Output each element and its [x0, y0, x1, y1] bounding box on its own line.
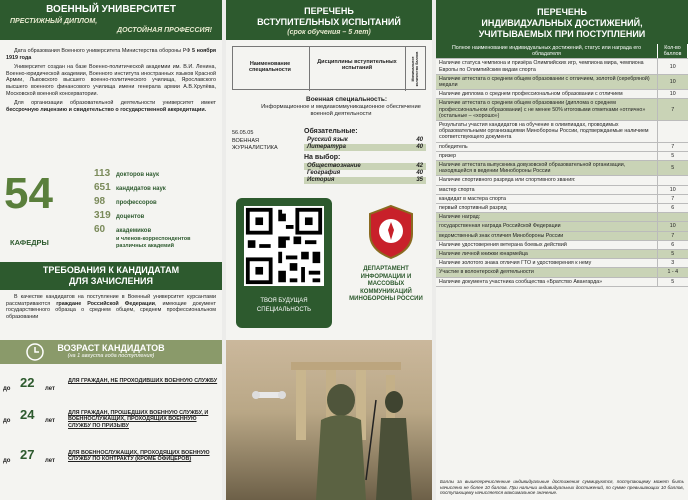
stat-number: 98 — [94, 196, 106, 207]
achievement-points: 5 — [658, 151, 688, 160]
exams-subtitle: (срок обучения – 5 лет) — [287, 29, 371, 36]
achievement-points: 7 — [658, 231, 688, 240]
achievement-name: Наличие диплома о среднем профессиональном образовании с отличием — [436, 90, 658, 99]
subject-row — [304, 163, 426, 170]
achievement-name: кандидат в мастера спорта — [436, 194, 658, 203]
license-bold: бессрочную лицензию и свидетельство о государственной аккредитации. — [6, 106, 207, 113]
achievements-note: Баллы за вышеперечисленные индивидуальные достижения суммируются, поступающему может быть начислено не более 10 баллов. При наличии индивидуальных достижений, по сумме превышающих 10 баллов, поступающему начисляется максимальное значение. — [440, 479, 684, 496]
table-row — [436, 99, 688, 121]
clock-icon — [26, 343, 44, 361]
achievement-name: Результаты участия кандидатов на обучение в олимпиадах, проводимых образовательными организациями Минобороны России, подтверждаемые наличием соответствующего документа — [436, 121, 658, 143]
slogan-line-1: ПРЕСТИЖНЫЙ ДИПЛОМ, — [10, 18, 98, 25]
qr-caption-2: СПЕЦИАЛЬНОСТЬ — [256, 307, 312, 313]
age-description: ДЛЯ ГРАЖДАН, ПРОШЕДШИХ ВОЕННУЮ СЛУЖБУ, И ВОЕННОСЛУЖАЩИХ, ПРОХОДЯЩИХ ВОЕННУЮ СЛУЖБУ ПО ПРИЗЫВУ — [68, 410, 209, 429]
stat-professors — [94, 198, 157, 207]
mandatory-list — [304, 137, 426, 151]
age-number: 22 — [20, 375, 35, 390]
achievement-points: 1 - 4 — [658, 268, 688, 277]
achievement-points: 5 — [658, 161, 688, 176]
header-min-score: Минимальное количество баллов — [411, 51, 419, 87]
achievement-name: Наличие личной книжки юнармейца — [436, 250, 658, 259]
achievement-name: Наличие спортивного разряда или спортивного звания: — [436, 176, 658, 185]
achievement-points: 7 — [658, 99, 688, 121]
department-name: ДЕПАРТАМЕНТ ИНФОРМАЦИИ И МАССОВЫХ КОММУНИКАЦИЙ МИНОБОРОНЫ РОССИИ — [349, 266, 423, 302]
achievement-points: 10 — [658, 185, 688, 194]
achievement-points: 7 — [658, 194, 688, 203]
table-row — [436, 74, 688, 89]
achievement-name: Наличие аттестата выпускника довузовской образовательной организации, находящейся в ведении Минобороны России — [436, 161, 658, 176]
exams-title-2: ВСТУПИТЕЛЬНЫХ ИСПЫТАНИЙ — [257, 17, 401, 27]
achievement-points: 3 — [658, 259, 688, 268]
cadets-photo — [226, 340, 432, 500]
table-row — [436, 231, 688, 240]
subject-name: Литература — [307, 144, 346, 150]
req-text-bold: граждане Российской Федерации — [56, 300, 155, 307]
table-row — [436, 90, 688, 99]
achievement-points: 5 — [658, 250, 688, 259]
achievement-name: Наличие золотого знака отличия ГТО и удостоверения к нему — [436, 259, 658, 268]
table-row — [436, 277, 688, 286]
table-row — [436, 142, 688, 151]
stat-number: 319 — [94, 210, 111, 221]
age-subtitle: (на 1 августа года поступления) — [67, 353, 155, 359]
stat-number: 651 — [94, 182, 111, 193]
table-row — [436, 151, 688, 160]
age-prefix: до — [3, 418, 11, 424]
stat-label: кандидатов наук — [116, 186, 166, 192]
achievement-name: государственная награда Российской Федерации — [436, 222, 658, 231]
achievement-name: мастер спорта — [436, 185, 658, 194]
emblem-icon — [366, 204, 416, 260]
panel-achievements — [436, 0, 688, 500]
subject-score: 40 — [416, 170, 423, 176]
age-prefix: до — [3, 386, 11, 392]
age-unit: лет — [45, 418, 55, 424]
header-specialty: Наименование специальности — [249, 61, 291, 73]
specialty-label: Военная специальность: — [306, 96, 388, 103]
header-achievement: Полное наименование индивидуальных достижений, статус или награда его обладателя — [436, 44, 658, 59]
panel-entrance-exams — [226, 0, 432, 500]
university-header — [0, 0, 222, 40]
subject-score: 35 — [416, 177, 423, 183]
achievement-name: победитель — [436, 142, 658, 151]
table-row — [436, 185, 688, 194]
table-row — [436, 259, 688, 268]
license-paragraph — [0, 100, 222, 113]
achievement-name: призер — [436, 151, 658, 160]
table-row — [436, 194, 688, 203]
table-row — [436, 268, 688, 277]
achievement-points: 6 — [658, 204, 688, 213]
req-text-c: , имеющие документ государственного образца о среднем общем, среднем профессиональном образовании — [6, 300, 216, 320]
age-prefix: до — [3, 458, 11, 464]
stat-label: профессоров — [116, 200, 157, 206]
table-row — [436, 240, 688, 249]
achievements-title-3: УЧИТЫВАЕМЫХ ПРИ ПОСТУПЛЕНИИ — [478, 29, 646, 39]
achievement-points: 6 — [658, 240, 688, 249]
achievement-name: Наличие наград: — [436, 213, 658, 222]
choice-label: На выбор: — [304, 154, 341, 161]
age-unit: лет — [45, 386, 55, 392]
achievement-name: ведомственный знак отличия Минобороны России — [436, 231, 658, 240]
stat-number: 60 — [94, 224, 106, 235]
subject-name: Обществознание — [307, 163, 361, 169]
subject-name: Русский язык — [307, 137, 348, 143]
exams-table-header — [232, 46, 426, 90]
departments-count: 54 — [4, 169, 53, 218]
achievement-name: Наличие статуса чемпиона и призёра Олимпийских игр, чемпиона мира, чемпиона Европы по Олимпийским видам спорта — [436, 59, 658, 74]
requirements-header — [0, 262, 222, 290]
specialty-code-name: ВОЕННАЯ ЖУРНАЛИСТИКА — [232, 138, 278, 151]
mandatory-label: Обязательные: — [304, 128, 358, 135]
achievements-title-2: ИНДИВИДУАЛЬНЫХ ДОСТИЖЕНИЙ, — [481, 18, 643, 28]
table-row — [436, 213, 688, 222]
achievement-name: первый спортивный разряд — [436, 204, 658, 213]
subject-score: 42 — [416, 163, 423, 169]
table-row — [436, 222, 688, 231]
age-row-27 — [0, 448, 222, 478]
age-title: ВОЗРАСТ КАНДИДАТОВ — [57, 343, 165, 353]
subject-row — [304, 144, 426, 151]
achievement-points — [658, 176, 688, 185]
age-header — [0, 340, 222, 364]
age-row-22 — [0, 376, 222, 406]
founding-text: Дата образования Военного университета Министерства обороны РФ — [14, 48, 193, 54]
achievement-points: 10 — [658, 90, 688, 99]
qr-card[interactable] — [236, 198, 332, 328]
achievement-points: 10 — [658, 74, 688, 89]
stat-label: доцентов — [116, 214, 145, 220]
table-row — [436, 204, 688, 213]
subject-row — [304, 170, 426, 177]
exams-header — [226, 0, 432, 40]
stat-candidates — [94, 184, 166, 193]
stat-label: докторов наук — [116, 172, 159, 178]
subject-row — [304, 137, 426, 144]
achievement-points: 7 — [658, 142, 688, 151]
req-text-a: В качестве кандидатов на поступление в Военный университет курсантами рассматриваются — [6, 294, 216, 307]
stat-label: академиков — [116, 228, 152, 234]
age-row-24 — [0, 408, 222, 438]
achievement-points: 5 — [658, 277, 688, 286]
history-paragraph: Университет создан на базе Военно-политической академии им. В.И. Ленина, Военно-юридической академии, Военного института иностранных языков Красной Армии, Львовского высшего военно-политического училища, Ярославского высшего военного финансового училища имени генерала армии А.В.Хрулёва, Московской военной консерватории. — [6, 64, 216, 97]
table-row — [436, 161, 688, 176]
qr-caption-1: ТВОЯ БУДУЩАЯ — [260, 298, 308, 304]
founding-paragraph — [0, 48, 222, 61]
choice-list — [304, 163, 426, 184]
departments-label: КАФЕДРЫ — [10, 238, 49, 247]
age-description: ДЛЯ ГРАЖДАН, НЕ ПРОХОДИВШИХ ВОЕННУЮ СЛУЖБУ — [68, 378, 218, 384]
subject-name: История — [307, 177, 335, 183]
achievement-points: 10 — [658, 59, 688, 74]
achievement-name: Наличие аттестата о среднем общем образовании с отличием, золотой (серебряной) медали — [436, 74, 658, 89]
stat-academicians — [94, 226, 151, 235]
requirements-title-1: ТРЕБОВАНИЯ К КАНДИДАТАМ — [42, 265, 180, 275]
cadets-photo-illustration — [226, 340, 432, 500]
achievements-header — [436, 0, 688, 44]
achievements-table — [436, 44, 688, 287]
founding-date: 5 ноября 1919 года — [6, 48, 216, 61]
achievement-name: Наличие аттестата о среднем общем образовании (диплома о среднем профессиональном образовании) с не менее 50% итоговыми отметками «отлично» (остальные – «хорошо») — [436, 99, 658, 121]
requirements-text — [0, 294, 222, 320]
age-unit: лет — [45, 458, 55, 464]
table-header-row — [436, 44, 688, 59]
header-disciplines: Дисциплины вступительных испытаний — [317, 59, 397, 71]
table-row — [436, 121, 688, 143]
panel-university — [0, 0, 222, 500]
achievement-points — [658, 213, 688, 222]
achievement-name: Участие в волонтерской деятельности — [436, 268, 658, 277]
age-description: ДЛЯ ВОЕННОСЛУЖАЩИХ, ПРОХОДЯЩИХ ВОЕННУЮ СЛУЖБУ ПО КОНТРАКТУ (КРОМЕ ОФИЦЕРОВ) — [68, 450, 210, 463]
exams-title-1: ПЕРЕЧЕНЬ — [304, 6, 354, 16]
achievement-points: 10 — [658, 222, 688, 231]
stat-number: 113 — [94, 168, 111, 179]
achievement-name: Наличие удостоверения ветерана боевых действий — [436, 240, 658, 249]
stat-doctors — [94, 170, 159, 179]
subject-name: География — [307, 170, 341, 176]
table-row — [436, 176, 688, 185]
age-number: 24 — [20, 407, 35, 422]
subject-score: 40 — [416, 137, 423, 143]
header-points: Кол-во баллов — [658, 44, 688, 59]
requirements-title-2: ДЛЯ ЗАЧИСЛЕНИЯ — [69, 276, 153, 286]
license-text: Для организации образовательной деятельности университет имеет — [14, 100, 216, 107]
stat-extra: и членов-корреспондентов различных академий — [116, 236, 191, 249]
specialty-name: Информационное и медиакоммуникационное обеспечение военной деятельности — [261, 104, 421, 117]
table-row — [436, 59, 688, 74]
subject-score: 40 — [416, 144, 423, 150]
subject-row — [304, 177, 426, 184]
qr-code-icon[interactable] — [244, 206, 324, 286]
university-title: ВОЕННЫЙ УНИВЕРСИТЕТ — [46, 4, 176, 15]
achievement-name: Наличие документа участника сообщества «Братство Авангарда» — [436, 277, 658, 286]
stat-docents — [94, 212, 144, 221]
age-number: 27 — [20, 447, 35, 462]
achievements-title-1: ПЕРЕЧЕНЬ — [537, 7, 587, 17]
specialty-code: 56.05.05 — [232, 130, 254, 136]
achievement-points — [658, 121, 688, 143]
table-row — [436, 250, 688, 259]
slogan-line-2: ДОСТОЙНАЯ ПРОФЕССИЯ! — [117, 27, 212, 34]
